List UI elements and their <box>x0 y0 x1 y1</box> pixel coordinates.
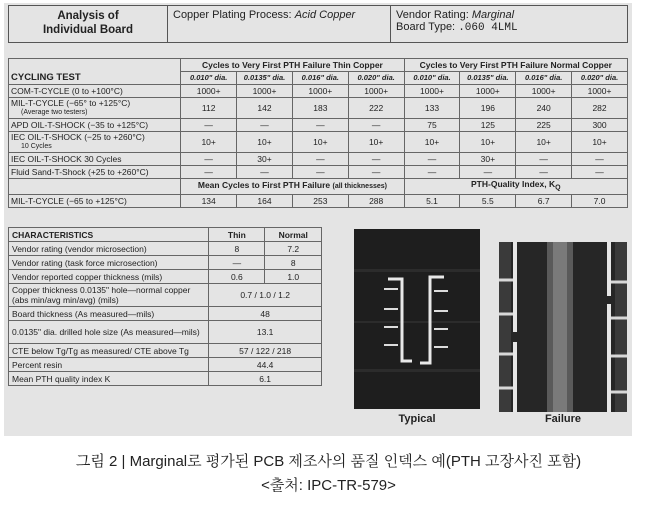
characteristic-label: Mean PTH quality index K <box>9 372 209 386</box>
cycle-value: — <box>516 166 572 179</box>
col-normal: Normal <box>265 228 322 242</box>
characteristic-value-thin: 8 <box>209 242 265 256</box>
cycle-value: — <box>348 166 404 179</box>
table-row <box>9 344 322 358</box>
dia-header: 0.0135" dia. <box>460 72 516 85</box>
row-label: Fluid Sand-T-Shock (+25 to +260°C) <box>9 166 181 179</box>
dia-header: 0.010" dia. <box>404 72 460 85</box>
cycle-value: — <box>292 166 348 179</box>
cycle-value: — <box>237 166 293 179</box>
group-thin-header: Cycles to Very First PTH Failure Thin Copper <box>181 59 404 72</box>
cycle-value: 222 <box>348 98 404 119</box>
table-row <box>9 372 322 386</box>
characteristic-label: Vendor rating (vendor microsection) <box>9 242 209 256</box>
cycle-value: 133 <box>404 98 460 119</box>
analysis-header <box>8 5 628 43</box>
dia-header: 0.020" dia. <box>348 72 404 85</box>
cycle-value: — <box>348 153 404 166</box>
table-row <box>9 132 628 153</box>
table-row <box>9 98 628 119</box>
characteristic-label: CTE below Tg/Tg as measured/ CTE above Tg <box>9 344 209 358</box>
cycle-value: — <box>572 153 628 166</box>
characteristic-label: Vendor rating (task force microsection) <box>9 256 209 270</box>
characteristic-value-thin: 0.6 <box>209 270 265 284</box>
cycling-test-title: CYCLING TEST <box>9 72 181 85</box>
typical-pth-image <box>354 229 480 409</box>
cycle-value: 10+ <box>460 132 516 153</box>
table-row <box>9 119 628 132</box>
cycle-value: 1000+ <box>237 85 293 98</box>
typical-label: Typical <box>398 413 436 425</box>
cycle-value: — <box>404 166 460 179</box>
cycle-value: 196 <box>460 98 516 119</box>
cycle-value: 240 <box>516 98 572 119</box>
cycle-value: 125 <box>460 119 516 132</box>
cycle-value: 282 <box>572 98 628 119</box>
table-row <box>9 153 628 166</box>
cycle-value: — <box>516 153 572 166</box>
cycle-value: — <box>181 153 237 166</box>
cycle-value: 225 <box>516 119 572 132</box>
dia-header: 0.016" dia. <box>516 72 572 85</box>
table-row: MIL-T-CYCLE (−65 to +125°C) 134 164 253 288 5.1 5.5 6.7 7.0 <box>9 194 628 207</box>
cycle-value: 112 <box>181 98 237 119</box>
cycle-value: 1000+ <box>572 85 628 98</box>
characteristic-value-thin: — <box>209 256 265 270</box>
table-row <box>9 166 628 179</box>
table-row <box>9 358 322 372</box>
cycle-value: 1000+ <box>404 85 460 98</box>
characteristic-label: Board thickness (As measured—mils) <box>9 307 209 321</box>
col-thin: Thin <box>209 228 265 242</box>
table-row <box>9 270 322 284</box>
cycling-rows <box>9 85 628 179</box>
cycle-value: 1000+ <box>460 85 516 98</box>
mean-cycles-header: Mean Cycles to First PTH Failure (all thicknesses) <box>181 179 404 195</box>
cycle-value: 10+ <box>516 132 572 153</box>
characteristic-value: 6.1 <box>209 372 322 386</box>
row-label: IEC OIL-T-SHOCK (−25 to +260°C) 10 Cycles <box>9 132 181 153</box>
failure-pth-image <box>499 242 627 412</box>
cycle-value: 1000+ <box>516 85 572 98</box>
cycle-value: — <box>292 153 348 166</box>
characteristic-value: 48 <box>209 307 322 321</box>
row-label: APD OIL-T-SHOCK (−35 to +125°C) <box>9 119 181 132</box>
table-row <box>9 321 322 344</box>
table-row <box>9 242 322 256</box>
analysis-title: Analysis of Individual Board <box>9 6 168 43</box>
characteristic-label: Copper thickness 0.0135" hole—normal copper (abs min/avg min/avg) (mils) <box>9 284 209 307</box>
dia-header: 0.020" dia. <box>572 72 628 85</box>
characteristic-label: Vendor reported copper thickness (mils) <box>9 270 209 284</box>
cycle-value: — <box>460 166 516 179</box>
cycle-value: 183 <box>292 98 348 119</box>
characteristic-value-normal: 1.0 <box>265 270 322 284</box>
dia-header: 0.010" dia. <box>181 72 237 85</box>
cycle-value: 10+ <box>237 132 293 153</box>
characteristic-label: 0.0135" dia. drilled hole size (As measured—mils) <box>9 321 209 344</box>
cycle-value: 10+ <box>348 132 404 153</box>
characteristic-label: Percent resin <box>9 358 209 372</box>
characteristic-value-normal: 8 <box>265 256 322 270</box>
pth-quality-header: PTH-Quality Index, $K_Q$ <box>404 179 627 195</box>
characteristics-table <box>8 227 322 386</box>
row-label: MIL-T-CYCLE (−65° to +125°C) (Average two testers) <box>9 98 181 119</box>
characteristic-value: 57 / 122 / 218 <box>209 344 322 358</box>
cycle-value: — <box>292 119 348 132</box>
vendor-rating: Vendor Rating: Marginal Board Type: .060 4LML <box>391 6 628 43</box>
characteristic-value: 0.7 / 1.0 / 1.2 <box>209 284 322 307</box>
characteristic-value-normal: 7.2 <box>265 242 322 256</box>
characteristics-title: CHARACTERISTICS <box>9 228 209 242</box>
table-row <box>9 256 322 270</box>
cycling-test-table <box>8 58 628 208</box>
cycle-value: 142 <box>237 98 293 119</box>
cycle-value: 1000+ <box>348 85 404 98</box>
table-row <box>9 307 322 321</box>
failure-microsection-photo <box>499 242 627 412</box>
characteristic-value: 13.1 <box>209 321 322 344</box>
row-label: COM-T-CYCLE (0 to +100°C) <box>9 85 181 98</box>
typical-microsection-photo <box>354 229 480 409</box>
failure-label: Failure <box>544 413 582 425</box>
cycle-value: 300 <box>572 119 628 132</box>
table-row <box>9 85 628 98</box>
cycle-value: — <box>237 119 293 132</box>
group-normal-header: Cycles to Very First PTH Failure Normal Copper <box>404 59 627 72</box>
cycle-value: 10+ <box>572 132 628 153</box>
characteristic-value: 44.4 <box>209 358 322 372</box>
row-label: IEC OIL-T-SHOCK 30 Cycles <box>9 153 181 166</box>
plating-process: Copper Plating Process: Acid Copper <box>168 6 391 43</box>
cycle-value: 30+ <box>237 153 293 166</box>
cycle-value: 30+ <box>460 153 516 166</box>
cycle-value: 1000+ <box>292 85 348 98</box>
cycle-value: — <box>181 119 237 132</box>
dia-header: 0.016" dia. <box>292 72 348 85</box>
cycle-value: 10+ <box>181 132 237 153</box>
cycle-value: — <box>181 166 237 179</box>
cycle-value: 10+ <box>404 132 460 153</box>
cycle-value: 75 <box>404 119 460 132</box>
cycle-value: 10+ <box>292 132 348 153</box>
figure-source: <출처: IPC-TR-579> <box>261 477 396 494</box>
characteristics-rows <box>9 242 322 386</box>
cycle-value: — <box>348 119 404 132</box>
cycle-value: — <box>404 153 460 166</box>
table-row <box>9 284 322 307</box>
cycle-value: 1000+ <box>181 85 237 98</box>
figure-caption: 그림 2 | Marginal로 평가된 PCB 제조사의 품질 인덱스 예(PTH 고장사진 포함) <box>75 453 582 470</box>
dia-header: 0.0135" dia. <box>237 72 293 85</box>
cycle-value: — <box>572 166 628 179</box>
